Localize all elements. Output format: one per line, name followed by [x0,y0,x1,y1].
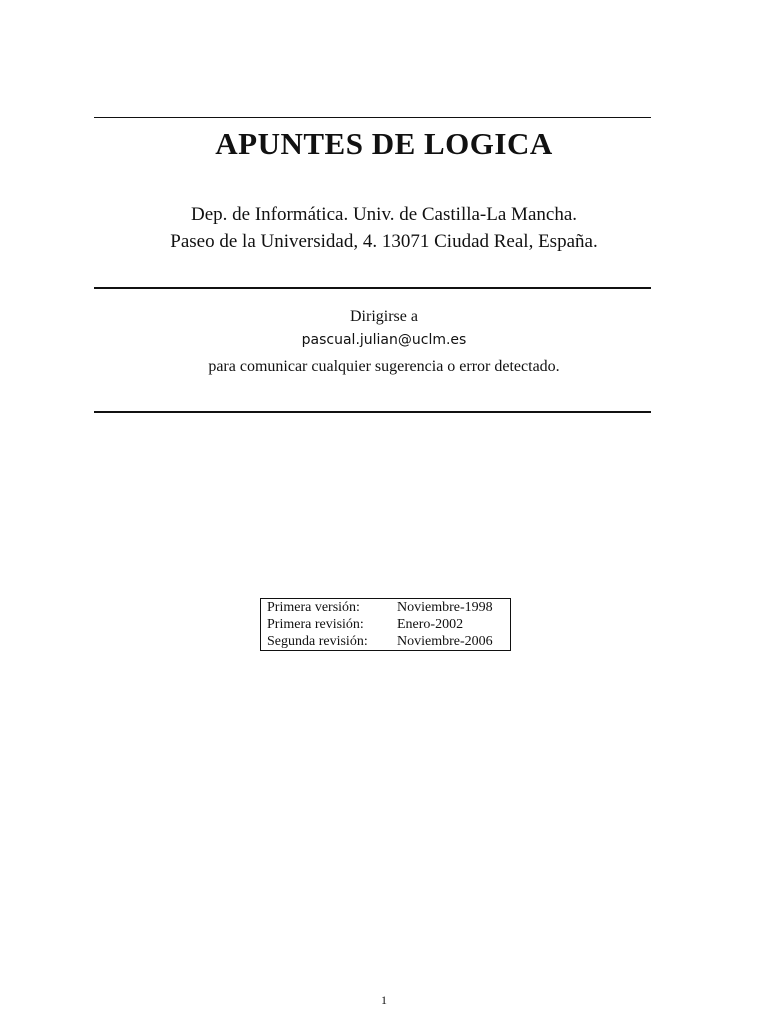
affiliation-line-2: Paseo de la Universidad, 4. 13071 Ciudad Real, España. [170,231,598,252]
contact-email: pascual.julian@uclm.es [301,332,467,348]
document-title: APUNTES DE LOGICA [215,126,553,161]
version-row [267,599,504,616]
version-date: Enero-2002 [397,617,464,632]
version-history-box [260,598,511,651]
version-label: Primera revisión: [267,617,364,632]
page-number: 1 [381,993,387,1007]
version-row [267,633,504,650]
middle-rule [94,287,651,289]
contact-outro: para comunicar cualquier sugerencia o error detectado. [208,358,560,375]
contact-intro: Dirigirse a [350,308,418,325]
affiliation-line-1: Dep. de Informática. Univ. de Castilla-La Mancha. [190,204,577,225]
version-date: Noviembre-1998 [397,600,493,615]
version-label: Primera versión: [267,600,360,615]
version-row [267,616,504,633]
top-rule [94,117,651,118]
version-date: Noviembre-2006 [397,634,493,649]
version-label: Segunda revisión: [267,634,368,649]
bottom-rule [94,411,651,413]
